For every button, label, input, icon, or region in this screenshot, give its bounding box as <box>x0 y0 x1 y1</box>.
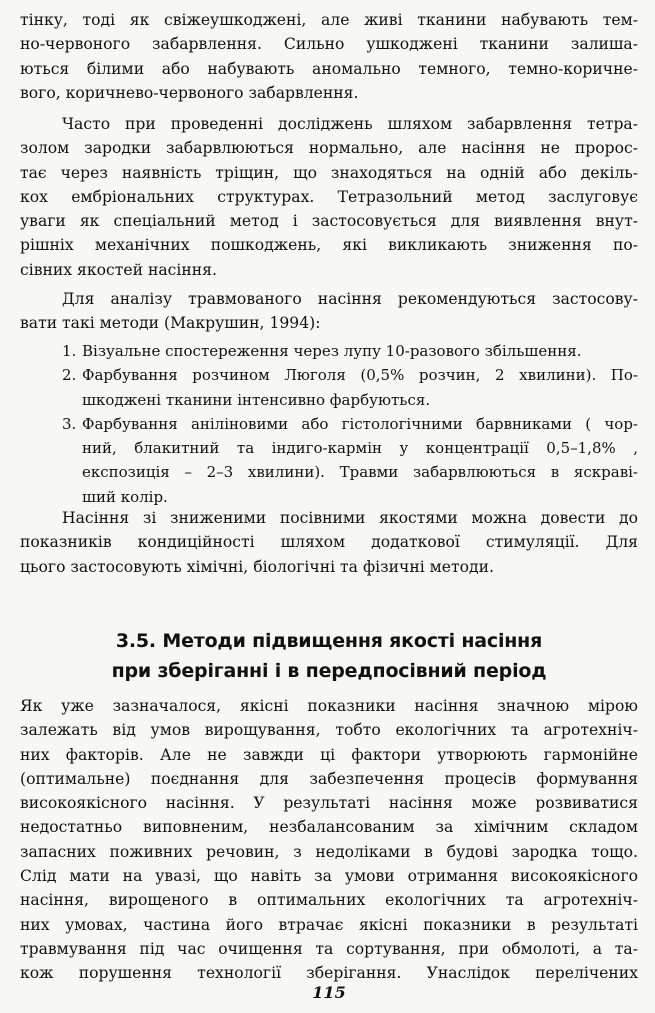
text-line: но-червоного забарвлення. Сильно ушкоджені тканини залиша- <box>20 35 638 54</box>
text-line: вого, коричнево-червоного забарвлення. <box>20 83 359 102</box>
text-line: Візуальне спостереження через лупу 10-разового збільшення. <box>82 342 582 360</box>
text-line: вати такі методи (Макрушин, 1994): <box>20 314 321 333</box>
paragraph-continuation <box>20 8 638 105</box>
list-item-number: 3. <box>62 414 77 433</box>
text-line: високоякісного насіння. У результаті насіння може розвиватися <box>20 794 638 813</box>
text-line: цього застосовують хімічні, біологічні та фізичні методи. <box>20 557 495 576</box>
list-item-number: 2. <box>62 366 77 385</box>
list-item-number: 1. <box>62 342 77 360</box>
section-title-line: 3.5. Методи підвищення якості насіння <box>115 630 543 652</box>
text-line: уваги як спеціальний метод і застосовується для виявлення внут- <box>20 212 638 231</box>
text-line: золом зародки забарвлюються нормально, але насіння не пророс- <box>20 139 638 158</box>
text-line: ший колір. <box>82 487 168 506</box>
text-line: (оптимальне) поєднання для забезпечення процесів формування <box>20 769 638 788</box>
text-line: шкоджені тканини інтенсивно фарбуються. <box>82 390 431 409</box>
text-line: сівних якостей насіння. <box>20 260 217 279</box>
text-line: Для аналізу травмованого насіння рекомендуються застосову- <box>62 290 638 308</box>
text-line: них умовах, частина його втрачає якісні показники в результаті <box>20 915 638 934</box>
text-line: кох ембріональних структурах. Тетразольний метод заслуговує <box>20 187 638 206</box>
paragraph-methods-intro <box>20 287 638 336</box>
text-line: них факторів. Але не завжди ці фактори утворюють гармонійне <box>20 745 638 764</box>
section-heading <box>20 626 638 686</box>
page-number: 115 <box>312 983 346 1002</box>
text-line: ються білими або набувають аномально темного, темно-коричне- <box>20 59 638 78</box>
book-page <box>20 8 638 1008</box>
text-line: показників кондиційності шляхом додаткової стимуляції. Для <box>20 533 638 552</box>
text-line: тає через наявність тріщин, що знаходяться на одній або декіль- <box>20 163 638 182</box>
text-line: кож порушення технології зберігання. Унаслідок перелічених <box>20 964 638 983</box>
text-line: Часто при проведенні досліджень шляхом забарвлення тетра- <box>62 115 638 133</box>
text-line: ний, блакитний та індиго-кармін у концентрації 0,5–1,8% , <box>82 439 638 458</box>
text-line: залежать від умов вирощування, тобто екологічних та агротехніч- <box>20 721 638 740</box>
text-line: Фарбування аніліновими або гістологічними барвниками ( чор- <box>82 414 638 433</box>
text-line: запасних поживних речовин, з недоліками в будові зародка тощо. <box>20 842 638 861</box>
list-item <box>20 339 638 363</box>
text-line: травмування під час очищення та сортування, при обмолоті, а та- <box>20 939 638 958</box>
text-line: тінку, тоді як свіжеушкоджені, але живі тканини набувають тем- <box>20 11 638 29</box>
list-item <box>20 412 638 509</box>
text-line: недостатньо виповненим, незбалансованим за хімічним складом <box>20 818 638 837</box>
paragraph-quality <box>20 694 638 986</box>
paragraph-tetrazolium <box>20 112 638 282</box>
list-item <box>20 363 638 412</box>
text-line: насіння, вирощеного в оптимальних екологічних та агротехніч- <box>20 891 638 910</box>
text-line: Слід мати на увазі, що навіть за умови отримання високоякісного <box>20 867 638 886</box>
methods-list <box>20 339 638 509</box>
text-line: Насіння зі зниженими посівними якостями можна довести до <box>62 509 638 527</box>
section-title-line: при зберіганні і в передпосівний період <box>111 660 547 682</box>
text-line: рішніх механічних пошкоджень, які викликають зниження по- <box>20 236 638 255</box>
text-line: експозиція – 2–3 хвилини). Травми забарвлюються в яскраві- <box>82 463 638 482</box>
paragraph-stimulation <box>20 506 638 579</box>
text-line: Як уже зазначалося, якісні показники насіння значною мірою <box>20 697 638 715</box>
text-line: Фарбування розчином Люголя (0,5% розчин, 2 хвилини). По- <box>82 366 638 385</box>
